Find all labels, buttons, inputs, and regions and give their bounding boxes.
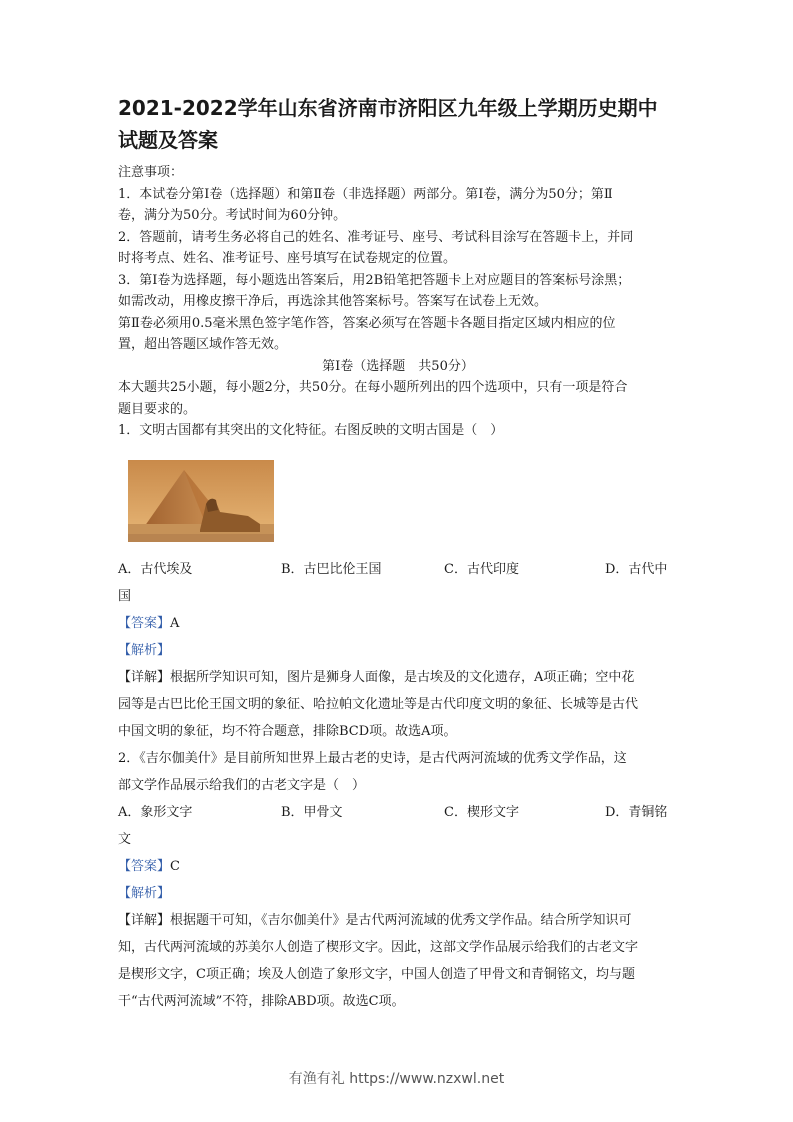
document-title xyxy=(118,92,678,156)
q2-option-b: B．甲骨文 xyxy=(281,804,343,820)
q1-answer-value: A xyxy=(170,615,180,631)
notice-block xyxy=(118,162,678,356)
notice-heading: 注意事项： xyxy=(118,165,184,180)
q2-answer-value: C xyxy=(170,858,180,874)
notice-item-2b: 时将考点、姓名、准考证号、座号填写在试卷规定的位置。 xyxy=(118,251,457,266)
q1-detail-c: 中国文明的象征，均不符合题意，排除BCD项。故选A项。 xyxy=(118,723,457,739)
q2-answer xyxy=(118,853,678,880)
section-heading: 第Ⅰ卷（选择题 共50分） xyxy=(322,358,474,374)
q1-option-wrap: 国 xyxy=(118,588,132,604)
q2-detail-a xyxy=(118,907,678,934)
notice-item-2a: 2．答题前，请考生务必将自己的姓名、准考证号、座号、考试科目涂写在答题卡上，并同 xyxy=(118,229,634,245)
question-2 xyxy=(118,745,678,1015)
q1-options xyxy=(118,556,678,583)
pyramid-sphinx-photo-icon xyxy=(128,460,274,542)
section-intro-b: 题目要求的。 xyxy=(118,401,197,417)
notice-item-4a: 第Ⅱ卷必须用0.5毫米黑色签字笔作答，答案必须写在答题卡各题目指定区域内相应的位 xyxy=(118,315,616,331)
q1-detail-text-a: 根据所学知识可知，图片是狮身人面像，是古埃及的文化遗存，A项正确；空中花 xyxy=(170,669,635,685)
detail-tag: 【详解】 xyxy=(118,669,171,685)
notice-item-1a: 1．本试卷分第Ⅰ卷（选择题）和第Ⅱ卷（非选择题）两部分。第Ⅰ卷，满分为50分；第Ⅱ xyxy=(118,186,613,202)
q1-stem: 1．文明古国都有其突出的文化特征。右图反映的文明古国是（ ） xyxy=(118,423,504,438)
section-intro-a: 本大题共25小题，每小题2分，共50分。在每小题所列出的四个选项中，只有一项是符合 xyxy=(118,380,628,395)
q2-option-a: A．象形文字 xyxy=(118,804,193,820)
q2-option-wrap: 文 xyxy=(118,831,132,847)
q1-option-c: C．古代印度 xyxy=(444,561,519,577)
notice-item-1b: 卷，满分为50分。考试时间为60分钟。 xyxy=(118,208,347,223)
q1-detail-b: 园等是古巴比伦王国文明的象征、哈拉帕文化遗址等是古代印度文明的象征、长城等是古代 xyxy=(118,696,639,712)
answer-tag: 【答案】 xyxy=(118,858,171,874)
notice-item-3b: 如需改动，用橡皮擦干净后，再选涂其他答案标号。答案写在试卷上无效。 xyxy=(118,294,548,309)
q1-option-a: A．古代埃及 xyxy=(118,561,193,577)
q1-option-b: B．古巴比伦王国 xyxy=(281,561,382,577)
q2-detail-b: 知，古代两河流域的苏美尔人创造了楔形文字。因此，这部文学作品展示给我们的古老文字 xyxy=(118,939,639,955)
question-1 xyxy=(118,420,678,745)
q1-option-d: D．古代中 xyxy=(605,561,668,577)
q2-option-c: C．楔形文字 xyxy=(444,804,519,820)
q2-option-d: D．青铜铭 xyxy=(605,804,668,820)
q2-stem-b: 部文学作品展示给我们的古老文字是（ ） xyxy=(118,777,366,793)
q2-stem-a: 2．《吉尔伽美什》是目前所知世界上最古老的史诗，是古代两河流域的优秀文学作品，这 xyxy=(118,750,627,766)
answer-tag: 【答案】 xyxy=(118,615,171,631)
title-line-1: 2021-2022学年山东省济南市济阳区九年级上学期历史期中 xyxy=(118,96,658,120)
q2-options xyxy=(118,799,678,826)
q2-detail-text-a: 根据题干可知，《吉尔伽美什》是古代两河流域的优秀文学作品。结合所学知识可 xyxy=(170,912,632,928)
notice-item-4b: 置，超出答题区域作答无效。 xyxy=(118,337,288,352)
q1-analysis-tag: 【解析】 xyxy=(118,642,171,658)
footer-watermark[interactable]: 有渔有礼 https://www.nzxwl.net xyxy=(288,1071,505,1087)
q2-detail-d: 干“古代两河流域”不符，排除ABD项。故选C项。 xyxy=(118,993,405,1009)
q1-answer xyxy=(118,610,678,637)
q2-analysis-tag: 【解析】 xyxy=(118,885,171,901)
detail-tag: 【详解】 xyxy=(118,912,171,928)
notice-item-3a: 3．第Ⅰ卷为选择题，每小题选出答案后，用2B铅笔把答题卡上对应题目的答案标号涂黑； xyxy=(118,272,631,288)
q1-detail-a xyxy=(118,664,678,691)
q2-detail-c: 是楔形文字，C项正确；埃及人创造了象形文字，中国人创造了甲骨文和青铜铭文，均与题 xyxy=(118,966,635,982)
title-line-2: 试题及答案 xyxy=(118,128,218,152)
document-page xyxy=(118,92,678,1015)
